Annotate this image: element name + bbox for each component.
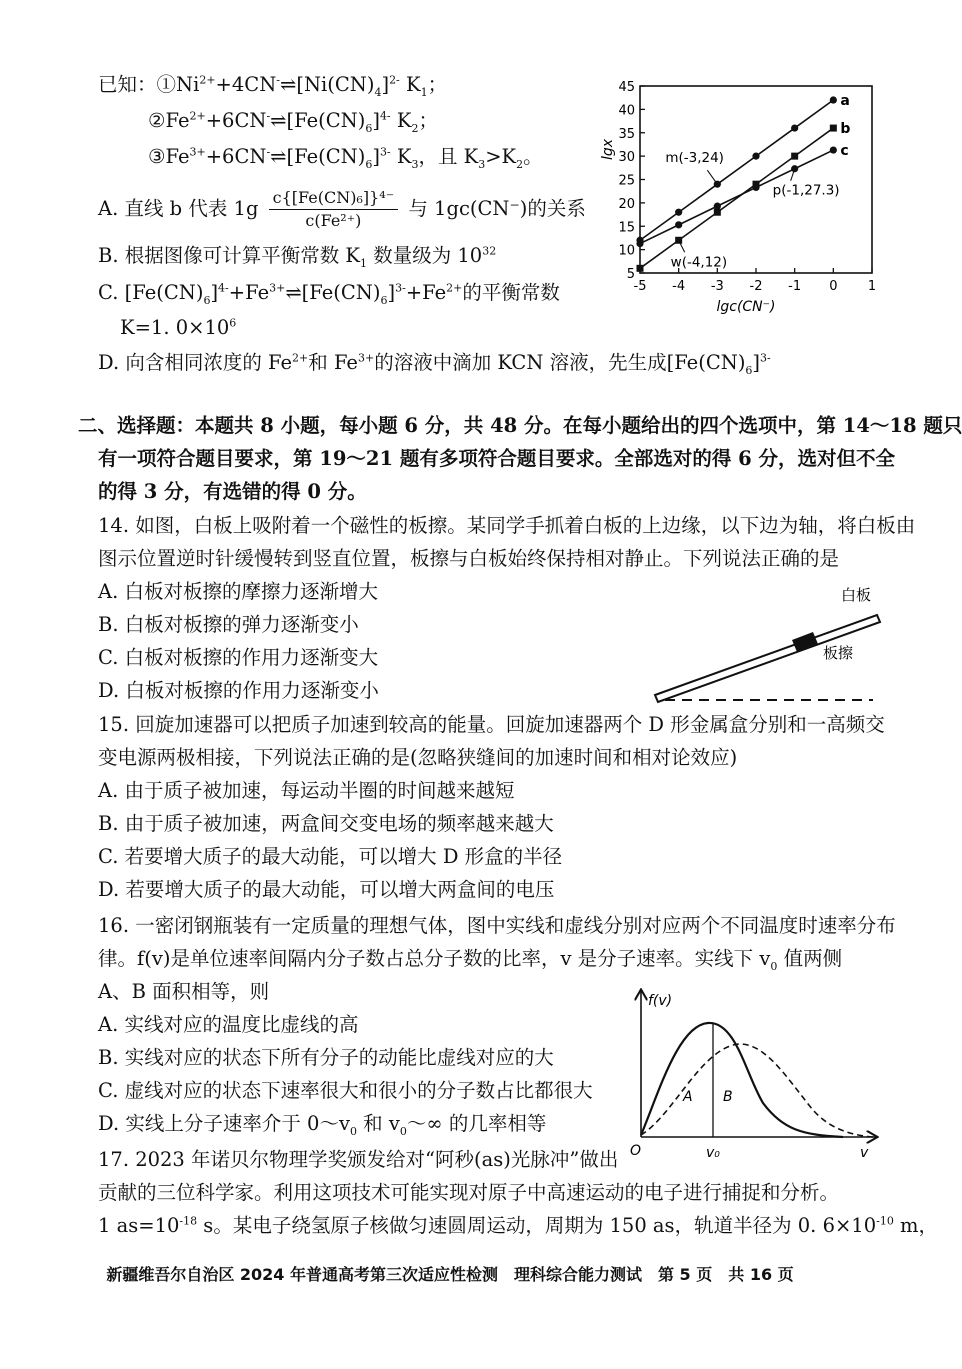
sup: 3+ bbox=[189, 145, 206, 159]
sub: 0 bbox=[770, 959, 778, 973]
q16-stem-3: A、B 面积相等，则 bbox=[98, 980, 270, 1003]
text: 和 Fe bbox=[308, 351, 358, 374]
data-point-c bbox=[830, 146, 837, 153]
sub: 0 bbox=[349, 1124, 357, 1138]
sub: 4 bbox=[374, 85, 382, 99]
sup: 3- bbox=[760, 351, 771, 365]
y-tick-label: 5 bbox=[626, 267, 635, 282]
text: 律。f(v)是单位速率间隔内分子数占总分子数的比率，v 是分子速率。实线下 v bbox=[98, 947, 771, 970]
section2-line-1: 二、选择题：本题共 8 小题，每小题 6 分，共 48 分。在每小题给出的四个选项中，第 14～18 题只 bbox=[78, 414, 962, 437]
option-a-tail: 与 1gc(CN⁻)的关系 bbox=[408, 197, 586, 220]
area-b-label: B bbox=[723, 1089, 733, 1105]
text: m， bbox=[893, 1214, 939, 1237]
q15-option-a: A. 由于质子被加速，每运动半圈的时间越来越短 bbox=[98, 779, 515, 802]
q15-stem-1: 15. 回旋加速器可以把质子加速到较高的能量。回旋加速器两个 D 形金属盒分别和一高频交 bbox=[98, 713, 885, 736]
y-tick-label: 35 bbox=[618, 126, 635, 142]
text: ] bbox=[372, 109, 380, 132]
y-tick-label: 15 bbox=[618, 220, 635, 236]
origin-label: O bbox=[630, 1143, 642, 1159]
text: +4CN bbox=[215, 73, 277, 96]
sup: -18 bbox=[179, 1214, 198, 1228]
text: s。某电子绕氢原子核做匀速圆周运动，周期为 150 as，轨道半径为 0. 6×10 bbox=[197, 1214, 877, 1237]
q15-stem-2: 变电源两极相接，下列说法正确的是(忽略狭缝间的加速时间和相对论效应) bbox=[98, 746, 738, 769]
text: 值两侧 bbox=[777, 947, 843, 970]
text: 的溶液中滴加 KCN 溶液，先生成[Fe(CN) bbox=[374, 351, 746, 374]
x-tick-label: -2 bbox=[749, 279, 763, 294]
y-tick-label: 20 bbox=[618, 196, 635, 212]
fy-label: f(v) bbox=[648, 993, 673, 1009]
text: +Fe bbox=[405, 281, 447, 304]
data-point-a bbox=[830, 96, 837, 103]
whiteboard-label: 白板 bbox=[841, 586, 872, 604]
text: ； bbox=[427, 73, 448, 96]
series-label-b: b bbox=[840, 121, 851, 138]
x-tick-label: -4 bbox=[672, 279, 686, 294]
data-point-c bbox=[675, 221, 682, 228]
q14-option-b: B. 白板对板擦的弹力逐渐变小 bbox=[98, 613, 359, 636]
series-label-c: c bbox=[840, 143, 849, 160]
q16-stem-1: 16. 一密闭钢瓶装有一定质量的理想气体，图中实线和虚线分别对应两个不同温度时速率分布 bbox=[98, 914, 896, 937]
sub: 2 bbox=[516, 157, 524, 171]
q16-option-b: B. 实线对应的状态下所有分子的动能比虚线对应的大 bbox=[98, 1046, 554, 1069]
y-tick-label: 30 bbox=[618, 150, 635, 166]
y-tick-label: 40 bbox=[618, 103, 635, 119]
data-point-a bbox=[752, 153, 759, 160]
text: ②Fe bbox=[148, 109, 190, 132]
text: C. [Fe(CN) bbox=[98, 281, 204, 304]
sup: 3+ bbox=[269, 281, 286, 295]
text: ； bbox=[418, 109, 438, 132]
text: K=1. 0×10 bbox=[120, 316, 230, 339]
sup: 2+ bbox=[189, 109, 206, 123]
sup: 2- bbox=[389, 73, 400, 87]
sub: 2 bbox=[411, 121, 419, 135]
fraction bbox=[269, 187, 399, 232]
sup: 6 bbox=[229, 316, 237, 330]
given-label: 已知： bbox=[98, 73, 157, 96]
sup: 32 bbox=[482, 244, 497, 258]
sub: 6 bbox=[203, 293, 211, 307]
sub: 3 bbox=[478, 157, 486, 171]
sup: 4- bbox=[218, 281, 229, 295]
data-point-b bbox=[637, 265, 644, 272]
series-line-a bbox=[640, 100, 833, 240]
sup: 3- bbox=[395, 281, 406, 295]
data-point-c bbox=[636, 240, 643, 247]
text: ③Fe bbox=[148, 145, 190, 168]
q17-stem-1: 17. 2023 年诺贝尔物理学奖颁发给对“阿秒(as)光脉冲”做出 bbox=[98, 1148, 619, 1171]
section2-line-2: 有一项符合题目要求，第 19～21 题有多项符合题目要求。全部选对的得 6 分，选对但不全 bbox=[98, 447, 895, 470]
y-axis-label: lgx bbox=[600, 138, 616, 161]
text: 1 as=10 bbox=[98, 1214, 180, 1237]
q16-stem-2 bbox=[98, 946, 842, 972]
x-axis-label: lgc(CN⁻) bbox=[716, 299, 776, 315]
text: ] bbox=[387, 281, 396, 304]
text: 和 v bbox=[356, 1112, 400, 1135]
text: 数量级为 10 bbox=[367, 244, 483, 267]
x-tick-label: -5 bbox=[633, 279, 647, 294]
q14-stem-2: 图示位置逆时针缓慢转到竖直位置，板擦与白板始终保持相对静止。下列说法正确的是 bbox=[98, 547, 840, 570]
text: 。 bbox=[523, 145, 543, 168]
sub: 1 bbox=[360, 256, 367, 270]
v0-label: v₀ bbox=[706, 1145, 720, 1161]
sub: 6 bbox=[745, 363, 753, 377]
q16-option-c: C. 虚线对应的状态下速率很大和很小的分子数占比都很大 bbox=[98, 1079, 593, 1102]
text: +6CN bbox=[205, 109, 267, 132]
sub: 1 bbox=[420, 85, 428, 99]
q17-stem-2: 贡献的三位科学家。利用这项技术可能实现对原子中高速运动的电子进行捕捉和分析。 bbox=[98, 1181, 840, 1204]
annotation-label: p(-1,27.3) bbox=[772, 182, 840, 199]
q13-given-line-2 bbox=[148, 108, 438, 134]
data-point-c bbox=[752, 184, 759, 191]
page-footer: 新疆维吾尔自治区 2024 年普通高考第三次适应性检测 理科综合能力测试 第 5 页 共 16 页 bbox=[106, 1265, 794, 1284]
text: ] bbox=[210, 281, 219, 304]
text: D. 向含相同浓度的 Fe bbox=[98, 351, 293, 374]
sup: -10 bbox=[876, 1214, 894, 1228]
text: ] bbox=[372, 145, 380, 168]
text: ⇌[Fe(CN) bbox=[270, 145, 366, 168]
sub: 0 bbox=[399, 1124, 407, 1138]
sub: 6 bbox=[365, 157, 373, 171]
data-point-c bbox=[714, 203, 721, 210]
annotation-label: w(-4,12) bbox=[670, 254, 728, 271]
sup: 2+ bbox=[199, 73, 216, 87]
text: ①Ni bbox=[156, 73, 200, 96]
x-tick-label: -3 bbox=[710, 279, 724, 294]
area-a-label: A bbox=[683, 1089, 693, 1105]
eraser-label: 板擦 bbox=[823, 644, 854, 662]
plot-frame bbox=[640, 86, 872, 273]
sub: 6 bbox=[365, 121, 373, 135]
text: >K bbox=[485, 145, 517, 168]
fraction-denominator: c(Fe²⁺) bbox=[305, 211, 362, 230]
q13-option-c-line-2 bbox=[120, 315, 236, 341]
text: D. 实线上分子速率介于 0～v bbox=[98, 1112, 350, 1135]
text: ，且 K bbox=[418, 145, 479, 168]
annotation-label: m(-3,24) bbox=[665, 150, 724, 167]
sub: 6 bbox=[380, 293, 388, 307]
data-point-a bbox=[714, 181, 721, 188]
text: K bbox=[390, 109, 412, 132]
data-point-b bbox=[830, 125, 837, 132]
x-label: v bbox=[860, 1145, 869, 1161]
option-a-text: A. 直线 b 代表 1g bbox=[98, 197, 259, 220]
q14-option-c: C. 白板对板擦的作用力逐渐变大 bbox=[98, 646, 379, 669]
text: 的平衡常数 bbox=[462, 281, 560, 304]
q16-option-d bbox=[98, 1111, 546, 1137]
sup: 2+ bbox=[292, 351, 309, 365]
text: ] bbox=[381, 73, 390, 96]
q13-option-c-line-1 bbox=[98, 280, 560, 306]
q16-option-a: A. 实线对应的温度比虚线的高 bbox=[98, 1013, 359, 1036]
x-tick-label: 0 bbox=[829, 279, 838, 294]
sup: - bbox=[266, 109, 271, 123]
text: ⇌[Ni(CN) bbox=[280, 73, 375, 96]
q14-option-a: A. 白板对板擦的摩擦力逐渐增大 bbox=[98, 580, 378, 603]
x-tick-label: -1 bbox=[788, 279, 802, 294]
sup: 3- bbox=[379, 145, 391, 159]
q14-stem-1: 14. 如图，白板上吸附着一个磁性的板擦。某同学手抓着白板的上边缘，以下边为轴，将白板由 bbox=[98, 514, 916, 537]
fraction-numerator: c{[Fe(CN)₆]}⁴⁻ bbox=[269, 187, 399, 210]
text: K bbox=[399, 73, 421, 96]
data-point-b bbox=[791, 153, 798, 160]
series-label-a: a bbox=[840, 93, 850, 110]
q15-option-c: C. 若要增大质子的最大动能，可以增大 D 形盒的半径 bbox=[98, 845, 563, 868]
data-point-a bbox=[791, 124, 798, 131]
q14-option-d: D. 白板对板擦的作用力逐渐变小 bbox=[98, 679, 379, 702]
y-tick-label: 25 bbox=[618, 173, 635, 189]
lgx-vs-lgc-chart bbox=[590, 70, 890, 320]
sup: - bbox=[276, 73, 280, 87]
text: B. 根据图像可计算平衡常数 K bbox=[98, 244, 360, 267]
text: ⇌[Fe(CN) bbox=[285, 281, 381, 304]
x-tick-label: 1 bbox=[867, 279, 877, 294]
q13-given-line-3 bbox=[148, 144, 543, 170]
q13-option-d bbox=[98, 350, 771, 376]
data-point-a bbox=[675, 209, 682, 216]
text: K bbox=[390, 145, 412, 168]
y-tick-label: 10 bbox=[618, 243, 635, 259]
q13-option-b bbox=[98, 243, 496, 269]
text: ] bbox=[752, 351, 761, 374]
sup: 2+ bbox=[446, 281, 463, 295]
sup: 4- bbox=[379, 109, 391, 123]
q15-option-d: D. 若要增大质子的最大动能，可以增大两盒间的电压 bbox=[98, 878, 555, 901]
data-point-b bbox=[714, 209, 721, 216]
whiteboard-figure bbox=[645, 580, 890, 710]
q15-option-b: B. 由于质子被加速，两盒间交变电场的频率越来越大 bbox=[98, 812, 554, 835]
y-tick-label: 45 bbox=[618, 80, 635, 95]
q13-given-line-1 bbox=[98, 72, 447, 98]
q17-stem-3 bbox=[98, 1213, 938, 1239]
section2-line-3: 的得 3 分，有选错的得 0 分。 bbox=[98, 480, 367, 503]
annotation-leader bbox=[707, 170, 717, 184]
q13-option-a bbox=[98, 184, 586, 234]
maxwell-distribution-figure bbox=[628, 985, 890, 1165]
text: ～∞ 的几率相等 bbox=[406, 1112, 547, 1135]
text: +6CN bbox=[205, 145, 267, 168]
text: +Fe bbox=[228, 281, 270, 304]
solid-curve bbox=[641, 1023, 843, 1137]
sup: - bbox=[266, 145, 271, 159]
sub: 3 bbox=[411, 157, 419, 171]
sup: 3+ bbox=[357, 351, 375, 365]
text: ⇌[Fe(CN) bbox=[270, 109, 366, 132]
